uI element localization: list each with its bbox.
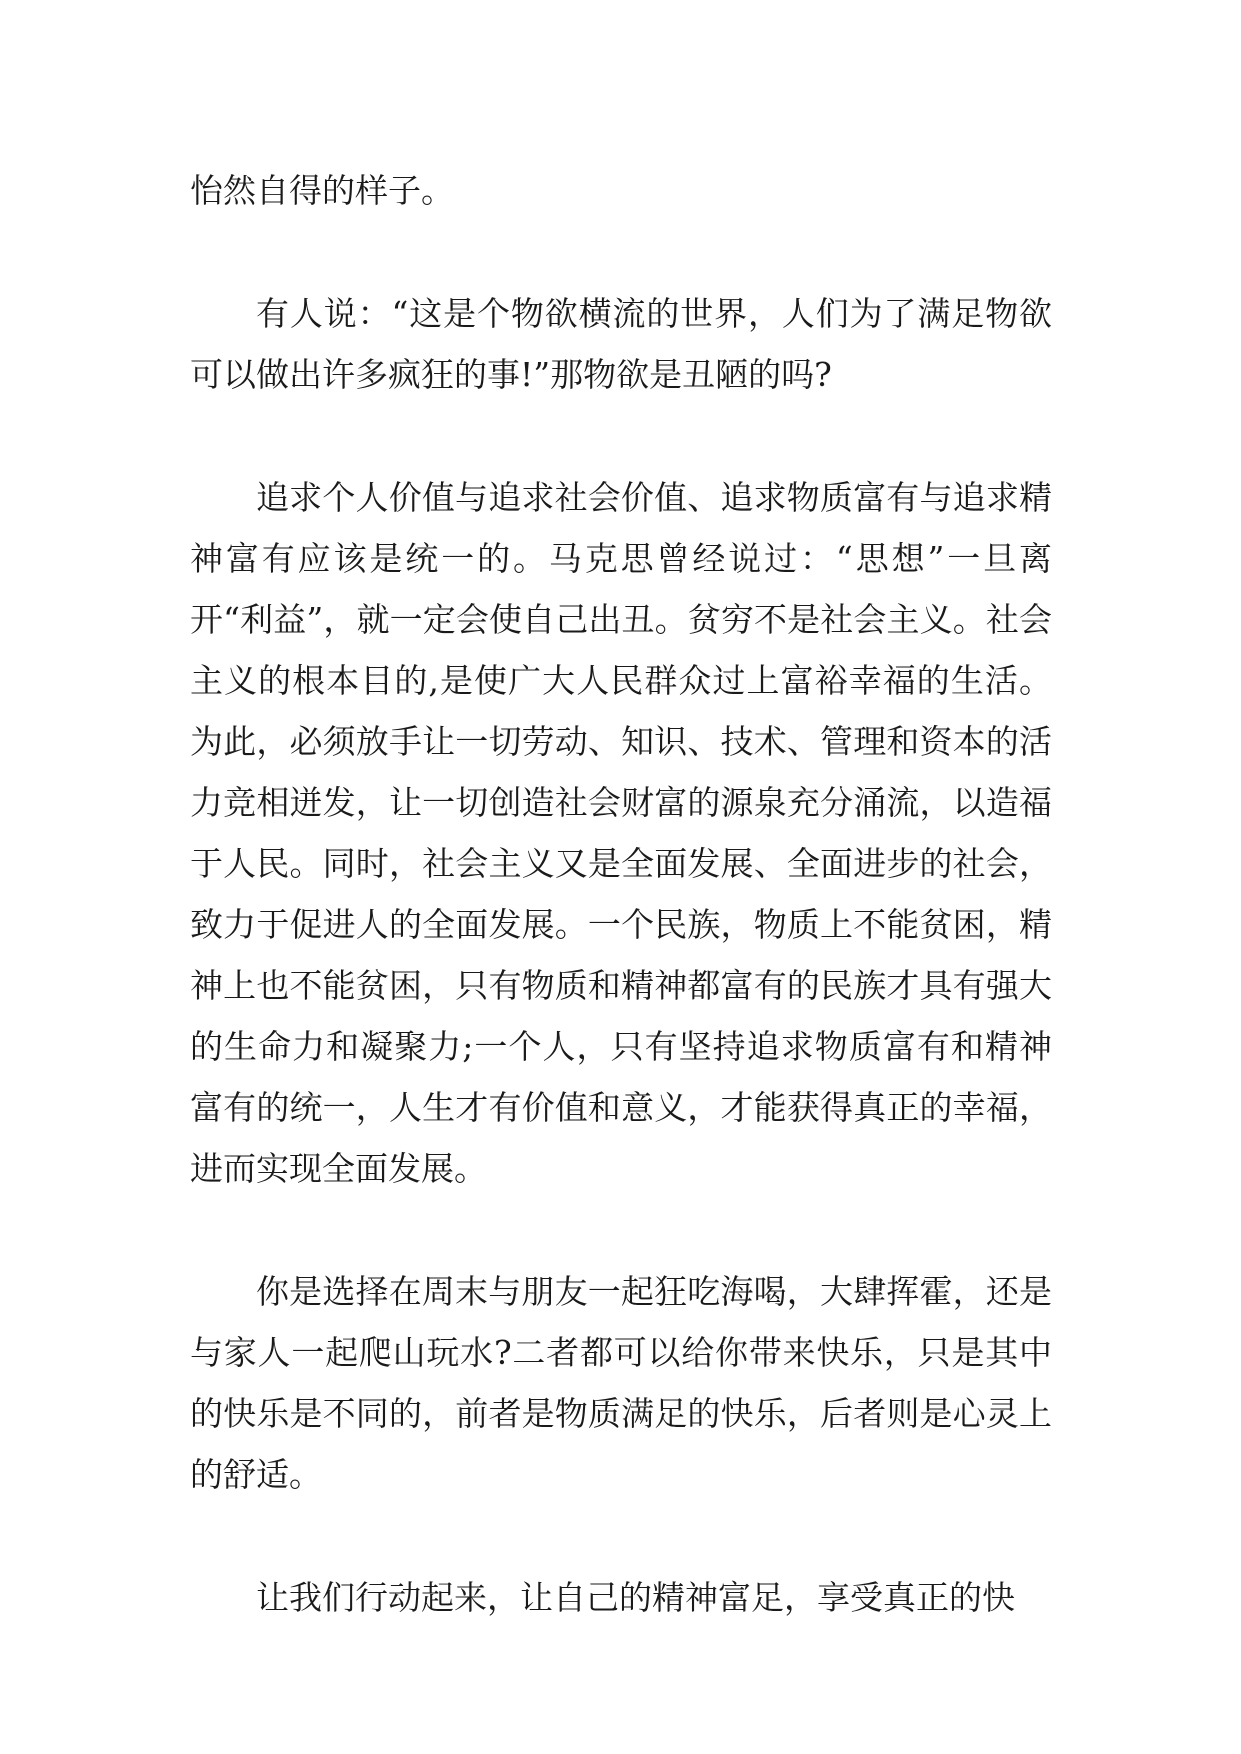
document-body — [190, 160, 1052, 1690]
paragraph-call-to-action: 让我们行动起来，让自己的精神富足，享受真正的快 — [256, 1578, 1015, 1617]
paragraph-unity-of-values: 追求个人价值与追求社会价值、追求物质富有与追求精神富有应该是统一的。马克思曾经说过：“思想”一旦离开“利益”，就一定会使自己出丑。贫穷不是社会主义。社会主义的根本目的,是使广大人民群众过上富裕幸福的生活。为此，必须放手让一切劳动、知识、技术、管理和资本的活力竞相迸发，让一切创造社会财富的源泉充分涌流，以造福于人民。同时，社会主义又是全面发展、全面进步的社会，致力于促进人的全面发展。一个民族，物质上不能贫困，精神上也不能贫困，只有物质和精神都富有的民族才具有强大的生命力和凝聚力;一个人，只有坚持追求物质富有和精神富有的统一，人生才有价值和意义，才能获得真正的幸福，进而实现全面发展。 — [190, 478, 1052, 1188]
paragraph-weekend-choice: 你是选择在周末与朋友一起狂吃海喝，大肆挥霍，还是与家人一起爬山玩水?二者都可以给你带来快乐，只是其中的快乐是不同的，前者是物质满足的快乐，后者则是心灵上的舒适。 — [190, 1272, 1052, 1494]
paragraph-material-desire: 有人说：“这是个物欲横流的世界，人们为了满足物欲可以做出许多疯狂的事!”那物欲是丑陋的吗? — [190, 294, 1052, 394]
paragraph-continuation: 怡然自得的样子。 — [190, 171, 454, 210]
